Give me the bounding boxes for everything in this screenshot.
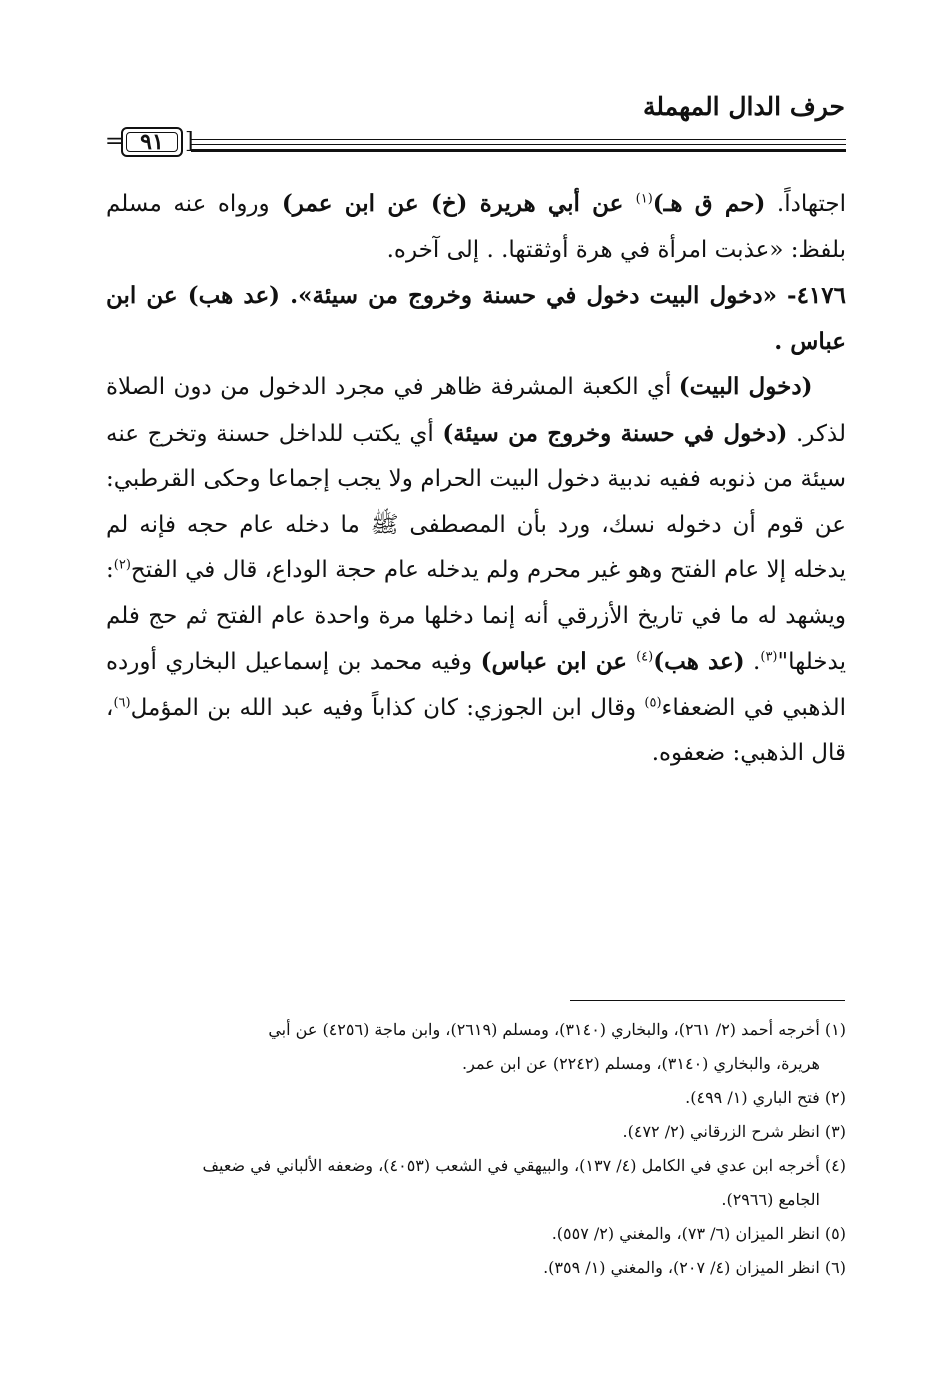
running-title: حرف الدال المهملة [642,92,845,121]
footnote-ref: (٢) [113,557,131,573]
footnote-ref: (٣) [760,649,778,665]
footnote-4: (٤) أخرجه ابن عدي في الكامل (٤/ ١٣٧)، والبيهقي في الشعب (٤٠٥٣)، وضعفه الألباني في ضعيف [202,1156,846,1175]
header-rule [103,125,846,161]
quoted-phrase: (دخول البيت) [678,373,813,400]
footnote-ref: (٥) [644,694,662,710]
text-run: أي الكعبة المشرفة ظاهر في مجرد الدخول من دون الصلاة لذكر. [106,374,846,447]
header-rule-line [191,144,846,145]
footnote-1: (١) أخرجه أحمد (٢/ ٢٦١)، والبخاري (٣١٤٠)، ومسلم (٢٦١٩)، وابن ماجة (٤٢٥٦) عن أبي [268,1020,846,1039]
page-number: ٩١ [140,129,164,155]
quoted-phrase: (دخول في حسنة وخروج من سيئة) [442,419,788,447]
main-text [106,181,846,777]
footnote-1-continued: هريرة، والبخاري (٣١٤٠)، ومسلم (٢٢٤٢) عن ابن عمر. [462,1054,820,1073]
footnote-2: (٢) فتح الباري (١/ ٤٩٩). [685,1088,846,1107]
text-run: . [744,649,761,675]
source-code: (حم ق هـ) [652,190,766,217]
source-code: (عد هب) [653,648,745,675]
source-code: عن أبي هريرة (خ) عن ابن عمر) [269,190,636,217]
source-code: عن ابن عباس) [480,648,637,675]
page-number-ornament-right: ] [185,129,194,154]
header-rule-line [191,149,846,152]
text-run: ، قال الذهبي: ضعفوه. [106,694,846,766]
header-rule-line [191,139,846,140]
text-run: : ويشهد له ما في تاريخ الأزرقي أنه إنما دخلها مرة واحدة عام الفتح ثم حج فلم يدخلها" [106,557,846,675]
text-run: أي يكتب للداخل حسنة وتخرج عنه سيئة من ذنوبه ففيه ندبية دخول البيت الحرام ولا يجب إجماعا وحكى القرطبي: عن قوم أن دخوله نسك، ورد بأن المصطفى ﷺ ما دخله عام حجه فإنه لم يدخله إلا عام الفتح وهو غير محرم ولم يدخله عام حجة الوداع، قال في الفتح [106,420,846,583]
footnote-ref: (١) [635,191,653,207]
paragraph-1 [106,181,846,273]
text-run: اجتهاداً. [765,191,846,217]
footnote-5: (٥) انظر الميزان (٦/ ٧٣)، والمغني (٢/ ٥٥٧). [551,1224,846,1243]
footnote-3: (٣) انظر شرح الزرقاني (٢/ ٤٧٢). [622,1122,846,1141]
page-number-ornament-left: = [105,129,124,154]
footnote-ref: (٦) [113,694,131,710]
commentary-paragraph [106,364,846,777]
text-run: وفيه محمد بن إسماعيل البخاري أورده الذهبي في الضعفاء [106,649,846,721]
footnote-separator [570,1000,845,1001]
page-number-box [121,127,183,157]
hadith-entry: ٤١٧٦- «دخول البيت دخول في حسنة وخروج من سيئة». (عد هب) عن ابن عباس . [106,282,846,355]
footnote-6: (٦) انظر الميزان (٤/ ٢٠٧)، والمغني (١/ ٣٥٩). [543,1258,846,1277]
footnotes [106,1013,846,1285]
footnote-4-continued: الجامع (٢٩٦٦). [721,1190,820,1209]
footnote-ref: (٤) [636,649,654,665]
text-run: ورواه عنه مسلم بلفظ: «عذبت امرأة في هرة أوثقتها. . إلى آخره. [106,191,846,263]
text-run: وقال ابن الجوزي: كان كذاباً وفيه عبد الله بن المؤمل [130,694,645,721]
